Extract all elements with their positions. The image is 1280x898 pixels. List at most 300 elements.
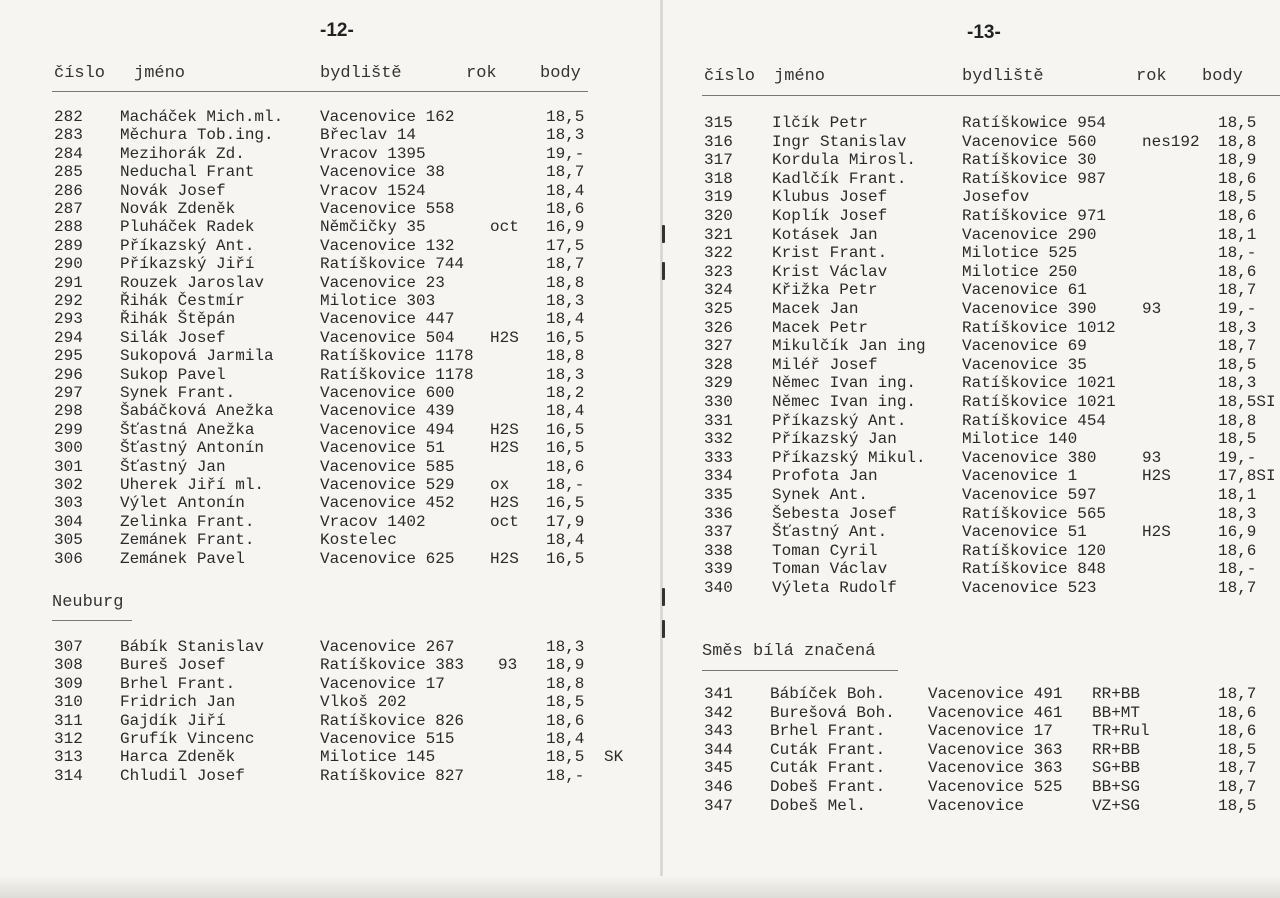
- cell-number: 304: [54, 512, 83, 531]
- cell-address: Vracov 1402: [320, 512, 426, 531]
- cell-points: 18,6: [546, 457, 585, 476]
- cell-name: Silák Josef: [120, 328, 226, 347]
- cell-address: Kostelec: [320, 531, 397, 550]
- cell-address: Milotice 303: [320, 292, 436, 310]
- cell-number: 331: [704, 411, 733, 430]
- cell-address: Vracov 1524: [320, 181, 426, 200]
- cell-name: Šebesta Josef: [772, 504, 897, 523]
- cell-name: Sukopová Jarmila: [120, 347, 274, 366]
- cell-name: Sukop Pavel: [120, 365, 226, 384]
- cell-year: H2S: [1142, 467, 1171, 486]
- cell-number: 284: [54, 144, 83, 163]
- cell-name: Zelinka Frant.: [120, 512, 255, 531]
- cell-points: 18,6: [1218, 541, 1257, 560]
- cell-address: Ratíškovice 1012: [962, 318, 1116, 337]
- cell-points: 18,7: [546, 255, 585, 274]
- cell-number: 337: [704, 523, 733, 542]
- cell-address: Vacenovice 525: [928, 778, 1063, 796]
- cell-name: Zemánek Pavel: [120, 549, 245, 568]
- cell-address: Vacenovice 452: [320, 494, 455, 513]
- cell-address: Vacenovice 461: [928, 703, 1063, 722]
- table-row: [0, 531, 662, 550]
- cell-number: 311: [54, 711, 83, 730]
- cell-name: Řihák Čestmír: [120, 292, 245, 310]
- table-row: [662, 244, 1280, 263]
- cell-points: 18,6: [546, 200, 585, 218]
- cell-number: 338: [704, 541, 733, 560]
- table-row: [0, 748, 662, 767]
- cell-mixture: RR+BB: [1092, 685, 1141, 703]
- cell-number: 342: [704, 703, 733, 722]
- cell-address: Vacenovice 523: [962, 579, 1097, 597]
- cell-number: 332: [704, 430, 733, 449]
- cell-points: 18,4: [546, 531, 585, 550]
- table-row: [0, 712, 662, 731]
- cell-year: 93: [498, 656, 518, 675]
- cell-address: Ratíškovice 827: [320, 766, 465, 785]
- table-row: [662, 207, 1280, 226]
- cell-address: Ratíškovice 565: [962, 504, 1107, 523]
- cell-number: 344: [704, 740, 733, 759]
- cell-name: Řihák Štěpán: [120, 310, 236, 329]
- cell-points: 18,5: [546, 108, 585, 126]
- cell-address: Vacenovice 17: [928, 722, 1053, 741]
- cell-address: Ratíškovice 1021: [962, 374, 1116, 393]
- cell-name: Fridrich Jan: [120, 693, 236, 712]
- cell-number: 282: [54, 108, 83, 126]
- cell-name: Gajdík Jiří: [120, 711, 226, 730]
- cell-year: H2S: [490, 439, 519, 458]
- page-number: -13-: [967, 22, 1001, 43]
- cell-points: 19,-: [1218, 300, 1257, 318]
- cell-points: 18,4: [546, 181, 585, 200]
- cell-address: Vacenovice 35: [962, 355, 1087, 374]
- cell-number: 335: [704, 486, 733, 504]
- table-row: [662, 505, 1280, 524]
- cell-number: 289: [54, 236, 83, 255]
- cell-address: Vacenovice 23: [320, 273, 445, 292]
- cell-mixture: RR+BB: [1092, 740, 1141, 759]
- cell-number: 307: [54, 638, 83, 656]
- cell-points: 18,7: [1218, 778, 1257, 796]
- cell-number: 319: [704, 188, 733, 207]
- cell-name: Uherek Jiří ml.: [120, 476, 265, 494]
- cell-points: 16,9: [546, 218, 585, 237]
- cell-address: Vacenovice 51: [320, 439, 445, 458]
- table-row: [0, 200, 662, 219]
- cell-address: Vacenovice 132: [320, 236, 455, 255]
- cell-address: Vacenovice 529: [320, 476, 455, 494]
- cell-address: Vacenovice 560: [962, 132, 1097, 151]
- cell-number: 288: [54, 218, 83, 237]
- cell-name: Měchura Tob.ing.: [120, 126, 274, 145]
- cell-mixture: SG+BB: [1092, 759, 1141, 778]
- table-row: [0, 292, 662, 311]
- cell-number: 298: [54, 402, 83, 421]
- table-row: [0, 494, 662, 513]
- cell-address: Vacenovice 17: [320, 674, 445, 693]
- cell-address: Vacenovice 162: [320, 108, 455, 126]
- cell-number: 315: [704, 114, 733, 132]
- section-title: Neuburg: [52, 593, 124, 612]
- cell-number: 341: [704, 685, 733, 703]
- col-header-bydliste: bydliště: [962, 67, 1044, 86]
- cell-address: Němčičky 35: [320, 218, 426, 237]
- cell-number: 339: [704, 560, 733, 579]
- cell-address: Vacenovice 558: [320, 200, 455, 218]
- cell-points: 18,5: [1218, 430, 1257, 449]
- cell-number: 303: [54, 494, 83, 513]
- cell-name: Šťastný Antonín: [120, 439, 265, 458]
- cell-points: 18,6: [546, 711, 585, 730]
- table-row: [0, 218, 662, 237]
- cell-year: H2S: [1142, 523, 1171, 542]
- cell-name: Krist Václav: [772, 262, 888, 281]
- cell-name: Výlet Antonín: [120, 494, 245, 513]
- cell-number: 287: [54, 200, 83, 218]
- cell-name: Pluháček Radek: [120, 218, 255, 237]
- right-page: [662, 0, 1280, 898]
- cell-address: Vacenovice 363: [928, 759, 1063, 778]
- cell-points: 18,1: [1218, 486, 1257, 504]
- cell-points: 17,5: [546, 236, 585, 255]
- cell-points: 18,7: [1218, 685, 1257, 703]
- col-header-cislo: číslo: [704, 67, 756, 86]
- col-header-jmeno: jméno: [774, 67, 826, 86]
- cell-number: 294: [54, 328, 83, 347]
- cell-number: 293: [54, 310, 83, 329]
- cell-points: 16,5: [546, 420, 585, 439]
- cell-mixture: BB+SG: [1092, 778, 1141, 796]
- cell-address: Ratíškovice 454: [962, 411, 1107, 430]
- table-row: [662, 467, 1280, 486]
- cell-address: Ratíškovice 1178: [320, 347, 474, 366]
- cell-address: Vacenovice 61: [962, 281, 1087, 300]
- cell-points: 18,-: [1218, 560, 1257, 579]
- cell-name: Kotásek Jan: [772, 225, 878, 244]
- table-row: [0, 108, 662, 127]
- cell-points: 16,5: [546, 494, 585, 513]
- cell-points: 16,9: [1218, 523, 1257, 542]
- table-row: [662, 226, 1280, 245]
- cell-address: Vacenovice 597: [962, 486, 1097, 504]
- cell-points: 19,-: [546, 144, 585, 163]
- table-row: [0, 675, 662, 694]
- cell-number: 314: [54, 766, 83, 785]
- cell-points: 18,5: [1218, 355, 1257, 374]
- table-row: [662, 188, 1280, 207]
- cell-points: 18,5: [1218, 796, 1257, 815]
- cell-address: Josefov: [962, 188, 1030, 207]
- cell-points: 18,6: [1218, 262, 1257, 281]
- cell-points: 16,5: [546, 549, 585, 568]
- cell-name: Klubus Josef: [772, 188, 888, 207]
- table-row: [0, 145, 662, 164]
- cell-address: Vacenovice 491: [928, 685, 1063, 703]
- cell-points: 18,6: [1218, 722, 1257, 741]
- cell-name: Kadlčík Frant.: [772, 169, 907, 188]
- cell-name: Němec Ivan ing.: [772, 393, 917, 411]
- cell-name: Němec Ivan ing.: [772, 374, 917, 393]
- cell-points: 18,8: [1218, 411, 1257, 430]
- cell-address: Vacenovice 515: [320, 730, 455, 748]
- table-row: [0, 550, 662, 569]
- cell-name: Šťastná Anežka: [120, 420, 255, 439]
- cell-number: 313: [54, 748, 83, 767]
- cell-number: 328: [704, 355, 733, 374]
- cell-name: Křižka Petr: [772, 281, 878, 300]
- cell-name: Mezihorák Zd.: [120, 144, 245, 163]
- cell-points: 18,3: [546, 365, 585, 384]
- col-header-body: body: [1202, 67, 1243, 86]
- cell-address: Vacenovice 51: [962, 523, 1087, 542]
- cell-number: 296: [54, 365, 83, 384]
- table-row: [662, 722, 1280, 741]
- cell-name: Dobeš Mel.: [770, 796, 867, 815]
- table-row: [0, 402, 662, 421]
- table-row: [662, 374, 1280, 393]
- table-row: [0, 439, 662, 458]
- cell-name: Burešová Boh.: [770, 703, 895, 722]
- cell-address: Ratíškovice 1021: [962, 393, 1116, 411]
- cell-points: 18,7: [1218, 759, 1257, 778]
- cell-number: 283: [54, 126, 83, 145]
- cell-name: Bureš Josef: [120, 656, 226, 675]
- cell-points: 18,4: [546, 310, 585, 329]
- table-row: [662, 778, 1280, 797]
- cell-name: Neduchal Frant: [120, 163, 255, 182]
- cell-number: 308: [54, 656, 83, 675]
- cell-points: 18,3: [1218, 374, 1257, 393]
- cell-number: 297: [54, 384, 83, 402]
- cell-number: 299: [54, 420, 83, 439]
- cell-name: Synek Frant.: [120, 384, 236, 402]
- cell-name: Toman Václav: [772, 560, 888, 579]
- table-row: [0, 767, 662, 786]
- table-row: [0, 347, 662, 366]
- table-row: [0, 310, 662, 329]
- col-header-cislo: číslo: [54, 64, 106, 83]
- cell-name: Chludil Josef: [120, 766, 245, 785]
- cell-number: 334: [704, 467, 733, 486]
- cell-number: 295: [54, 347, 83, 366]
- cell-address: Vacenovice 390: [962, 300, 1097, 318]
- cell-name: Příkazský Ant.: [772, 411, 907, 430]
- cell-points: 19,-: [1218, 448, 1257, 467]
- header-rule: [702, 95, 1280, 96]
- cell-points: 18,8: [546, 674, 585, 693]
- cell-address: Vracov 1395: [320, 144, 426, 163]
- cell-points: 18,7: [1218, 337, 1257, 356]
- cell-address: Ratíškovice 848: [962, 560, 1107, 579]
- cell-number: 330: [704, 393, 733, 411]
- table-row: [662, 337, 1280, 356]
- cell-year: nes192: [1142, 132, 1200, 151]
- cell-note: SK: [604, 748, 624, 767]
- cell-name: Příkazský Jiří: [120, 255, 255, 274]
- cell-name: Novák Josef: [120, 181, 226, 200]
- cell-name: Příkazský Ant.: [120, 236, 255, 255]
- cell-address: Ratíškovice 987: [962, 169, 1107, 188]
- cell-address: Milotice 525: [962, 244, 1078, 263]
- cell-number: 302: [54, 476, 83, 494]
- cell-points: 18,9: [546, 656, 585, 675]
- cell-name: Příkazský Mikul.: [772, 448, 926, 467]
- cell-address: Vlkoš 202: [320, 693, 407, 712]
- table-row: [0, 458, 662, 477]
- cell-name: Rouzek Jaroslav: [120, 273, 265, 292]
- col-header-rok: rok: [1136, 67, 1167, 86]
- cell-address: Břeclav 14: [320, 126, 417, 145]
- cell-number: 312: [54, 730, 83, 748]
- cell-address: Vacenovice 69: [962, 337, 1087, 356]
- cell-points: 18,5: [546, 693, 585, 712]
- cell-points: 18,3: [546, 292, 585, 310]
- cell-year: oct: [490, 512, 519, 531]
- cell-name: Ilčík Petr: [772, 114, 869, 132]
- cell-points: 18,-: [546, 476, 585, 494]
- table-row: [662, 741, 1280, 760]
- header-rule: [52, 91, 588, 92]
- cell-number: 317: [704, 151, 733, 170]
- cell-name: Dobeš Frant.: [770, 778, 886, 796]
- table-row: [662, 356, 1280, 375]
- cell-points: 18,4: [546, 402, 585, 421]
- cell-address: Ratíškovice 971: [962, 207, 1107, 225]
- cell-number: 290: [54, 255, 83, 274]
- table-row: [662, 579, 1280, 598]
- cell-mixture: BB+MT: [1092, 703, 1141, 722]
- cell-number: 310: [54, 693, 83, 712]
- cell-points: 18,5SI: [1218, 393, 1276, 411]
- cell-address: Vacenovice 504: [320, 328, 455, 347]
- page-edge-shadow: [0, 876, 1280, 898]
- cell-name: Macek Petr: [772, 318, 869, 337]
- cell-address: Milotice 140: [962, 430, 1078, 449]
- cell-address: Vacenovice 625: [320, 549, 455, 568]
- cell-name: Cuták Frant.: [770, 759, 886, 778]
- table-row: [662, 412, 1280, 431]
- cell-address: Vacenovice 1: [962, 467, 1078, 486]
- cell-year: H2S: [490, 420, 519, 439]
- cell-name: Mikulčík Jan ing: [772, 337, 926, 356]
- cell-points: 17,9: [546, 512, 585, 531]
- cell-address: Milotice 250: [962, 262, 1078, 281]
- cell-address: Vacenovice: [928, 796, 1025, 815]
- cell-number: 345: [704, 759, 733, 778]
- cell-points: 18,3: [1218, 318, 1257, 337]
- margin-mark: [662, 620, 665, 638]
- table-row: [662, 133, 1280, 152]
- cell-number: 324: [704, 281, 733, 300]
- cell-number: 300: [54, 439, 83, 458]
- cell-address: Ratíškovice 744: [320, 255, 465, 274]
- table-row: [662, 486, 1280, 505]
- cell-mixture: TR+Rul: [1092, 722, 1150, 741]
- cell-number: 316: [704, 132, 733, 151]
- cell-name: Koplík Josef: [772, 207, 888, 225]
- cell-year: H2S: [490, 328, 519, 347]
- cell-address: Vacenovice 494: [320, 420, 455, 439]
- cell-points: 17,8SI: [1218, 467, 1276, 486]
- cell-number: 333: [704, 448, 733, 467]
- cell-number: 309: [54, 674, 83, 693]
- cell-number: 329: [704, 374, 733, 393]
- cell-name: Novák Zdeněk: [120, 200, 236, 218]
- table-row: [662, 449, 1280, 468]
- cell-address: Ratíškovice 826: [320, 711, 465, 730]
- table-row: [0, 384, 662, 403]
- cell-address: Vacenovice 38: [320, 163, 445, 182]
- table-row: [0, 329, 662, 348]
- cell-points: 18,5: [546, 748, 585, 767]
- cell-name: Zemánek Frant.: [120, 531, 255, 550]
- cell-points: 18,1: [1218, 225, 1257, 244]
- table-row: [662, 759, 1280, 778]
- cell-points: 18,7: [1218, 281, 1257, 300]
- cell-points: 18,6: [1218, 169, 1257, 188]
- table-row: [0, 513, 662, 532]
- table-row: [662, 542, 1280, 561]
- table-row: [662, 281, 1280, 300]
- cell-number: 322: [704, 244, 733, 263]
- cell-points: 18,6: [1218, 703, 1257, 722]
- cell-name: Ingr Stanislav: [772, 132, 907, 151]
- cell-address: Vacenovice 439: [320, 402, 455, 421]
- table-row: [0, 126, 662, 145]
- section-title: Směs bílá značená: [702, 642, 876, 661]
- cell-name: Šťastný Ant.: [772, 523, 888, 542]
- table-row: [0, 366, 662, 385]
- cell-points: 18,3: [546, 638, 585, 656]
- cell-address: Ratíškovice 1178: [320, 365, 474, 384]
- cell-points: 18,7: [1218, 579, 1257, 597]
- cell-address: Vacenovice 363: [928, 740, 1063, 759]
- table-row: [662, 685, 1280, 704]
- cell-mixture: VZ+SG: [1092, 796, 1141, 815]
- table-row: [662, 560, 1280, 579]
- cell-number: 305: [54, 531, 83, 550]
- cell-points: 16,5: [546, 439, 585, 458]
- cell-name: Brhel Frant.: [770, 722, 886, 741]
- cell-points: 18,-: [1218, 244, 1257, 263]
- table-row: [662, 523, 1280, 542]
- col-header-rok: rok: [466, 64, 497, 83]
- cell-name: Brhel Frant.: [120, 674, 236, 693]
- table-row: [662, 151, 1280, 170]
- cell-points: 18,-: [546, 766, 585, 785]
- table-row: [662, 797, 1280, 816]
- table-row: [0, 237, 662, 256]
- cell-address: Ratíškowice 954: [962, 114, 1107, 132]
- cell-address: Vacenovice 290: [962, 225, 1097, 244]
- cell-name: Synek Ant.: [772, 486, 869, 504]
- cell-number: 336: [704, 504, 733, 523]
- cell-points: 18,8: [546, 273, 585, 292]
- col-header-bydliste: bydliště: [320, 64, 402, 83]
- cell-address: Vacenovice 267: [320, 638, 455, 656]
- cell-points: 18,4: [546, 730, 585, 748]
- cell-points: 18,8: [1218, 132, 1257, 151]
- cell-name: Grufík Vincenc: [120, 730, 255, 748]
- table-row: [0, 421, 662, 440]
- col-header-jmeno: jméno: [134, 64, 186, 83]
- cell-points: 18,5: [1218, 188, 1257, 207]
- cell-points: 18,3: [546, 126, 585, 145]
- cell-name: Příkazský Jan: [772, 430, 897, 449]
- table-row: [0, 274, 662, 293]
- cell-points: 18,9: [1218, 151, 1257, 170]
